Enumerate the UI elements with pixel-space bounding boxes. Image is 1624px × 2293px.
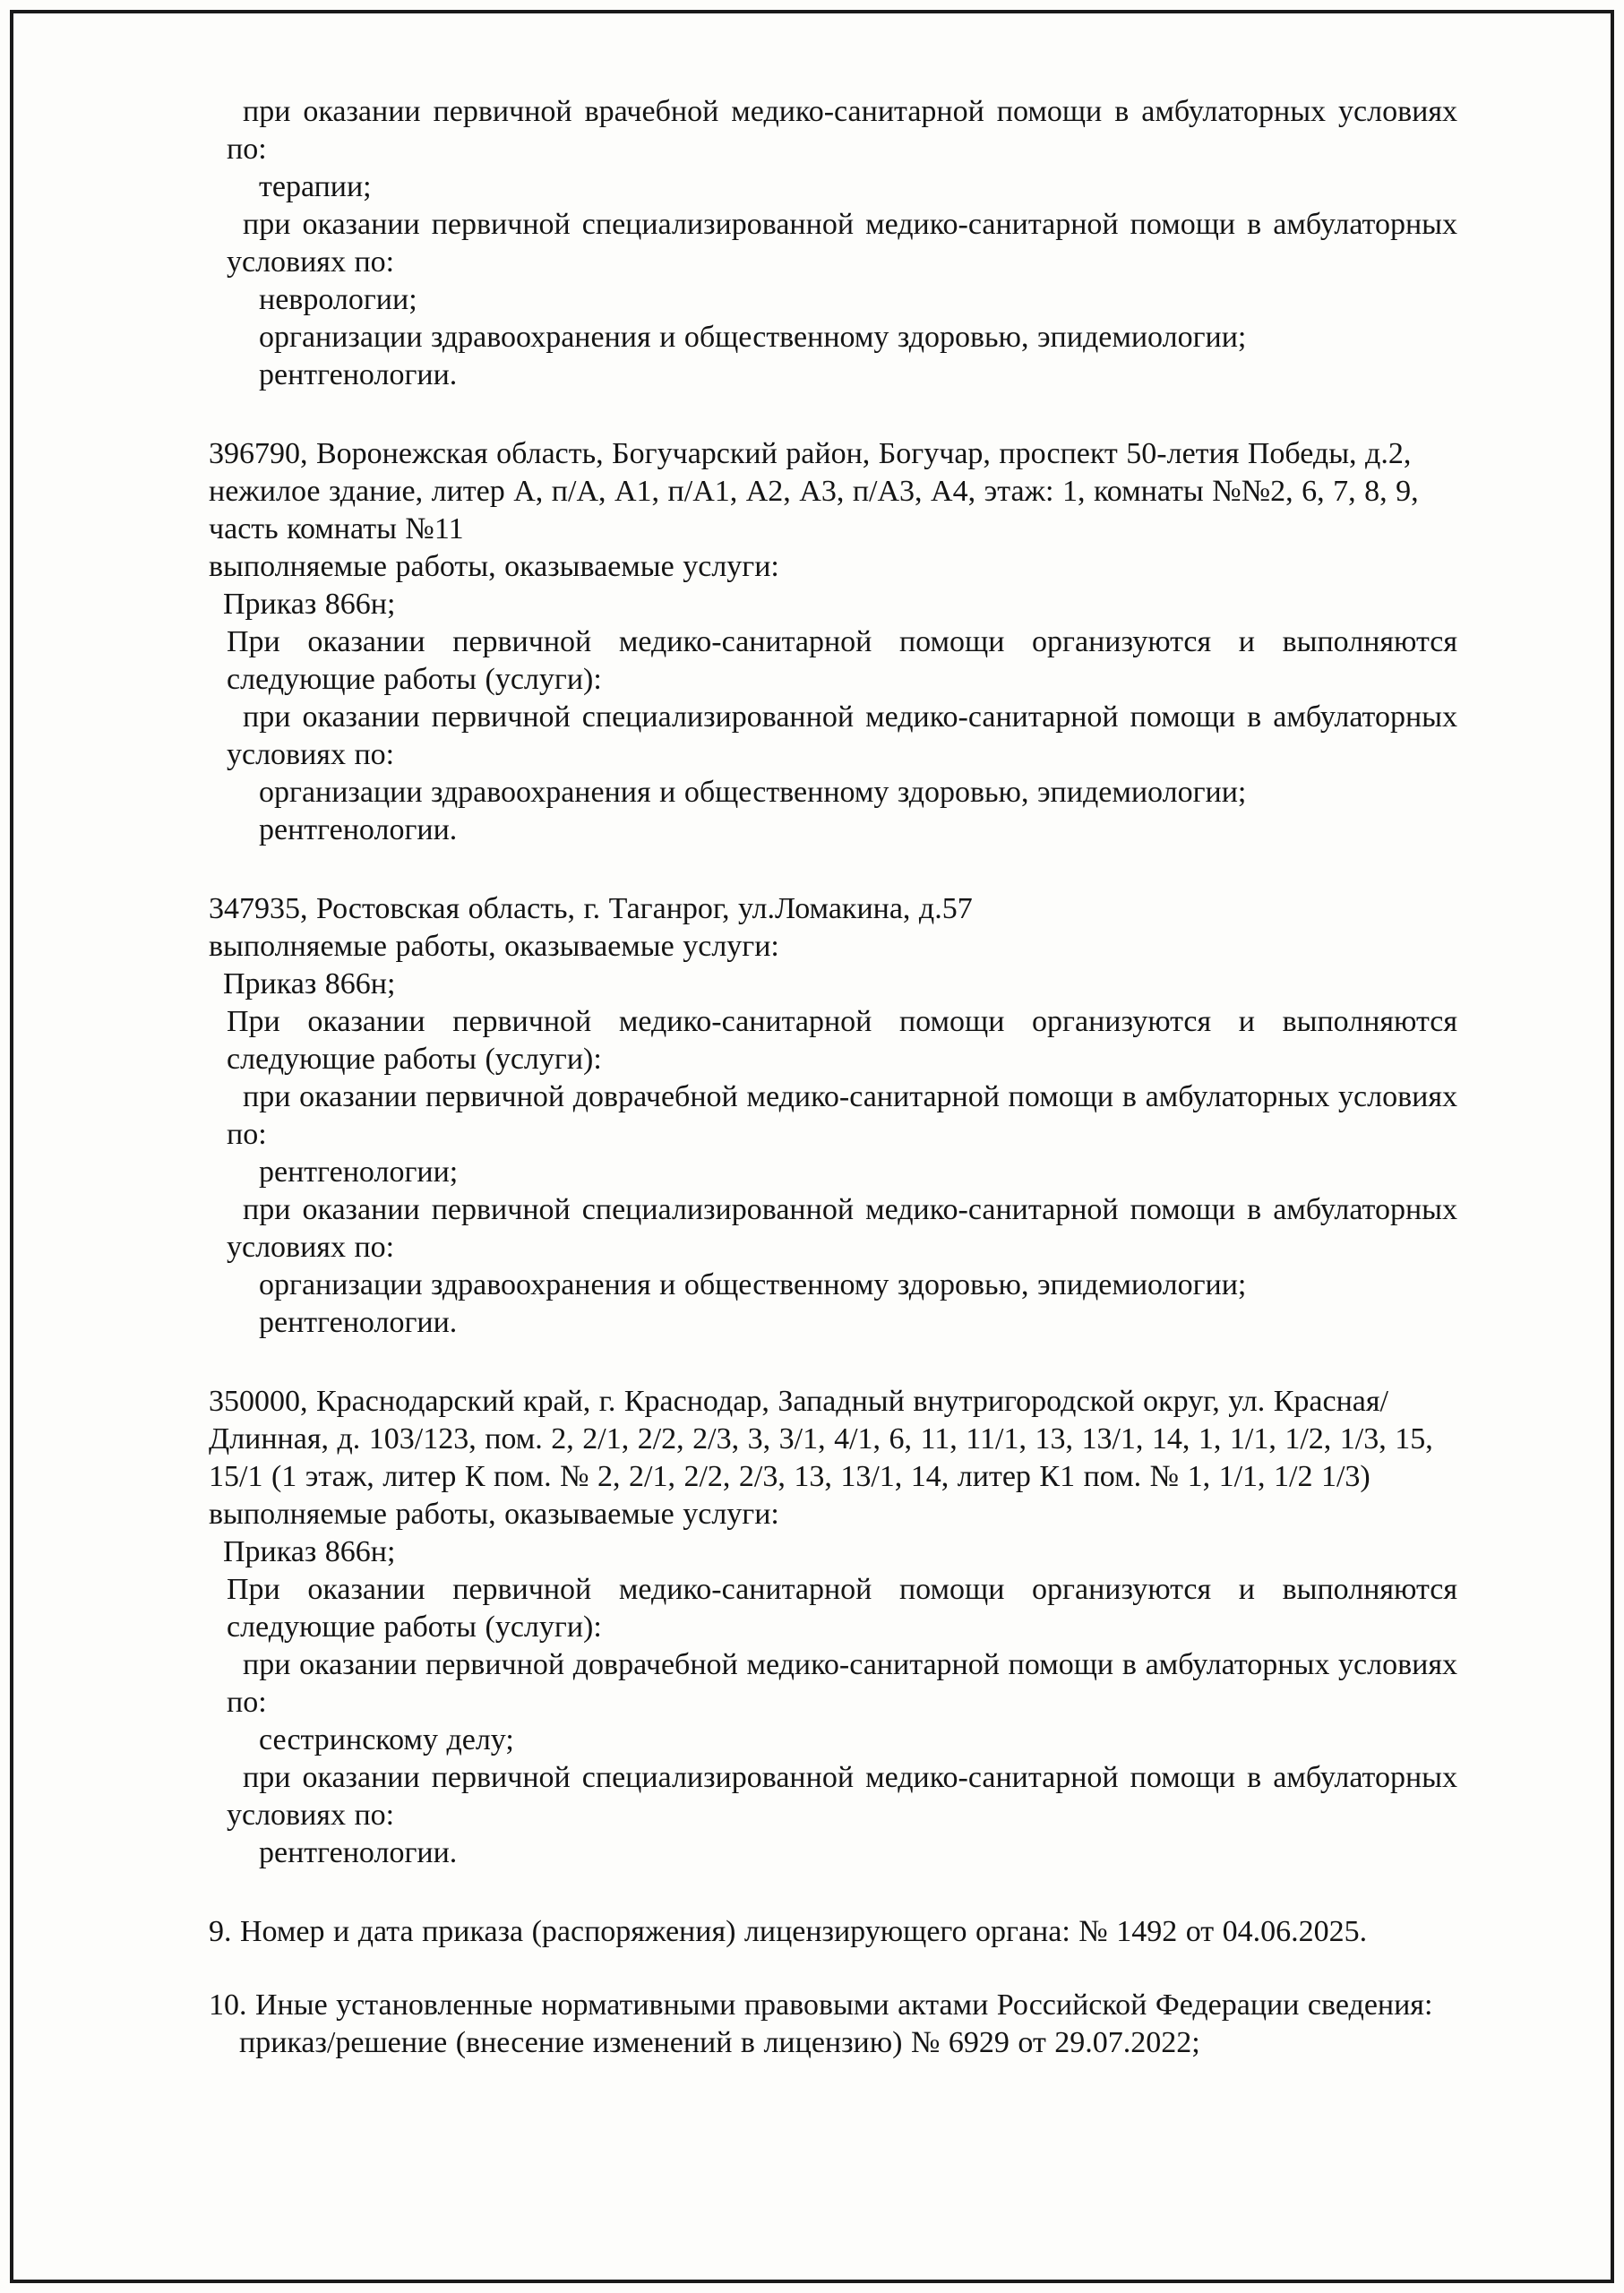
paragraph-service: при оказании первичной доврачебной медико-санитарной помощи в амбулаторных условиях по: <box>227 1080 1457 1151</box>
paragraph-service: при оказании первичной специализированной медико-санитарной помощи в амбулаторных условиях по: <box>227 1193 1457 1264</box>
paragraph-label: выполняемые работы, оказываемые услуги: <box>209 550 779 583</box>
paragraph-specialty: рентгенологии. <box>259 358 458 391</box>
paragraph-specialty: терапии; <box>259 170 372 203</box>
paragraph-intro: При оказании первичной медико-санитарной помощи организуются и выполняются следующие работы (услуги): <box>227 1005 1457 1076</box>
paragraph-clause: 9. Номер и дата приказа (распоряжения) лицензирующего органа: № 1492 от 04.06.2025. <box>209 1915 1368 1948</box>
paragraph-intro: При оказании первичной медико-санитарной помощи организуются и выполняются следующие работы (услуги): <box>227 625 1457 696</box>
paragraph-specialty: организации здравоохранения и общественному здоровью, эпидемиологии; <box>259 321 1247 354</box>
paragraph-specialty: рентгенологии. <box>259 1306 458 1339</box>
paragraph-specialty: сестринскому делу; <box>259 1723 514 1756</box>
paragraph-specialty: организации здравоохранения и общественному здоровью, эпидемиологии; <box>259 1268 1247 1301</box>
paragraph-service: при оказании первичной специализированной медико-санитарной помощи в амбулаторных условиях по: <box>227 208 1457 279</box>
paragraph-order: Приказ 866н; <box>223 967 396 1001</box>
paragraph-service: при оказании первичной специализированной медико-санитарной помощи в амбулаторных условиях по: <box>227 700 1457 771</box>
paragraph-label: выполняемые работы, оказываемые услуги: <box>209 1498 779 1531</box>
paragraph-address: 396790, Воронежская область, Богучарский район, Богучар, проспект 50-летия Победы, д.2, нежилое здание, литер А, п/А, А1, п/А1, А2, А3, п/А3, А4, этаж: 1, комнаты №№2, 6, 7, 8, 9, часть комнаты №11 <box>209 437 1419 545</box>
paragraph-address: 350000, Краснодарский край, г. Краснодар, Западный внутригородской округ, ул. Красная/Длинная, д. 103/123, пом. 2, 2/1, 2/2, 2/3, 3, 3/1, 4/1, 6, 11, 11/1, 13, 13/1, 14, 1, 1/1, 1/2, 1/3, 15, 15/1 (1 этаж, литер К пом. № 2, 2/1, 2/2, 2/3, 13, 13/1, 14, литер К1 пом. № 1, 1/1, 1/2 1/3) <box>209 1385 1433 1493</box>
paragraph-service: при оказании первичной доврачебной медико-санитарной помощи в амбулаторных условиях по: <box>227 1648 1457 1719</box>
paragraph-service: при оказании первичной врачебной медико-санитарной помощи в амбулаторных условиях по: <box>227 95 1457 166</box>
paragraph-order: Приказ 866н; <box>223 1535 396 1568</box>
document-content <box>209 93 1457 2062</box>
paragraph-address: 347935, Ростовская область, г. Таганрог, ул.Ломакина, д.57 <box>209 892 973 925</box>
paragraph-specialty: рентгенологии. <box>259 1836 458 1869</box>
paragraph-label: выполняемые работы, оказываемые услуги: <box>209 930 779 963</box>
paragraph-order: Приказ 866н; <box>223 588 396 621</box>
paragraph-specialty: неврологии; <box>259 283 417 316</box>
paragraph-intro: При оказании первичной медико-санитарной помощи организуются и выполняются следующие работы (услуги): <box>227 1573 1457 1644</box>
paragraph-specialty: рентгенологии; <box>259 1155 459 1189</box>
paragraph-clause-hang: 10. Иные установленные нормативными правовыми актами Российской Федерации сведения: приказ/решение (внесение изменений в лицензию) № 6929 от 29.07.2022; <box>209 1988 1433 2059</box>
paragraph-specialty: рентгенологии. <box>259 813 458 846</box>
paragraph-service: при оказании первичной специализированной медико-санитарной помощи в амбулаторных условиях по: <box>227 1761 1457 1832</box>
paragraph-specialty: организации здравоохранения и общественному здоровью, эпидемиологии; <box>259 776 1247 809</box>
